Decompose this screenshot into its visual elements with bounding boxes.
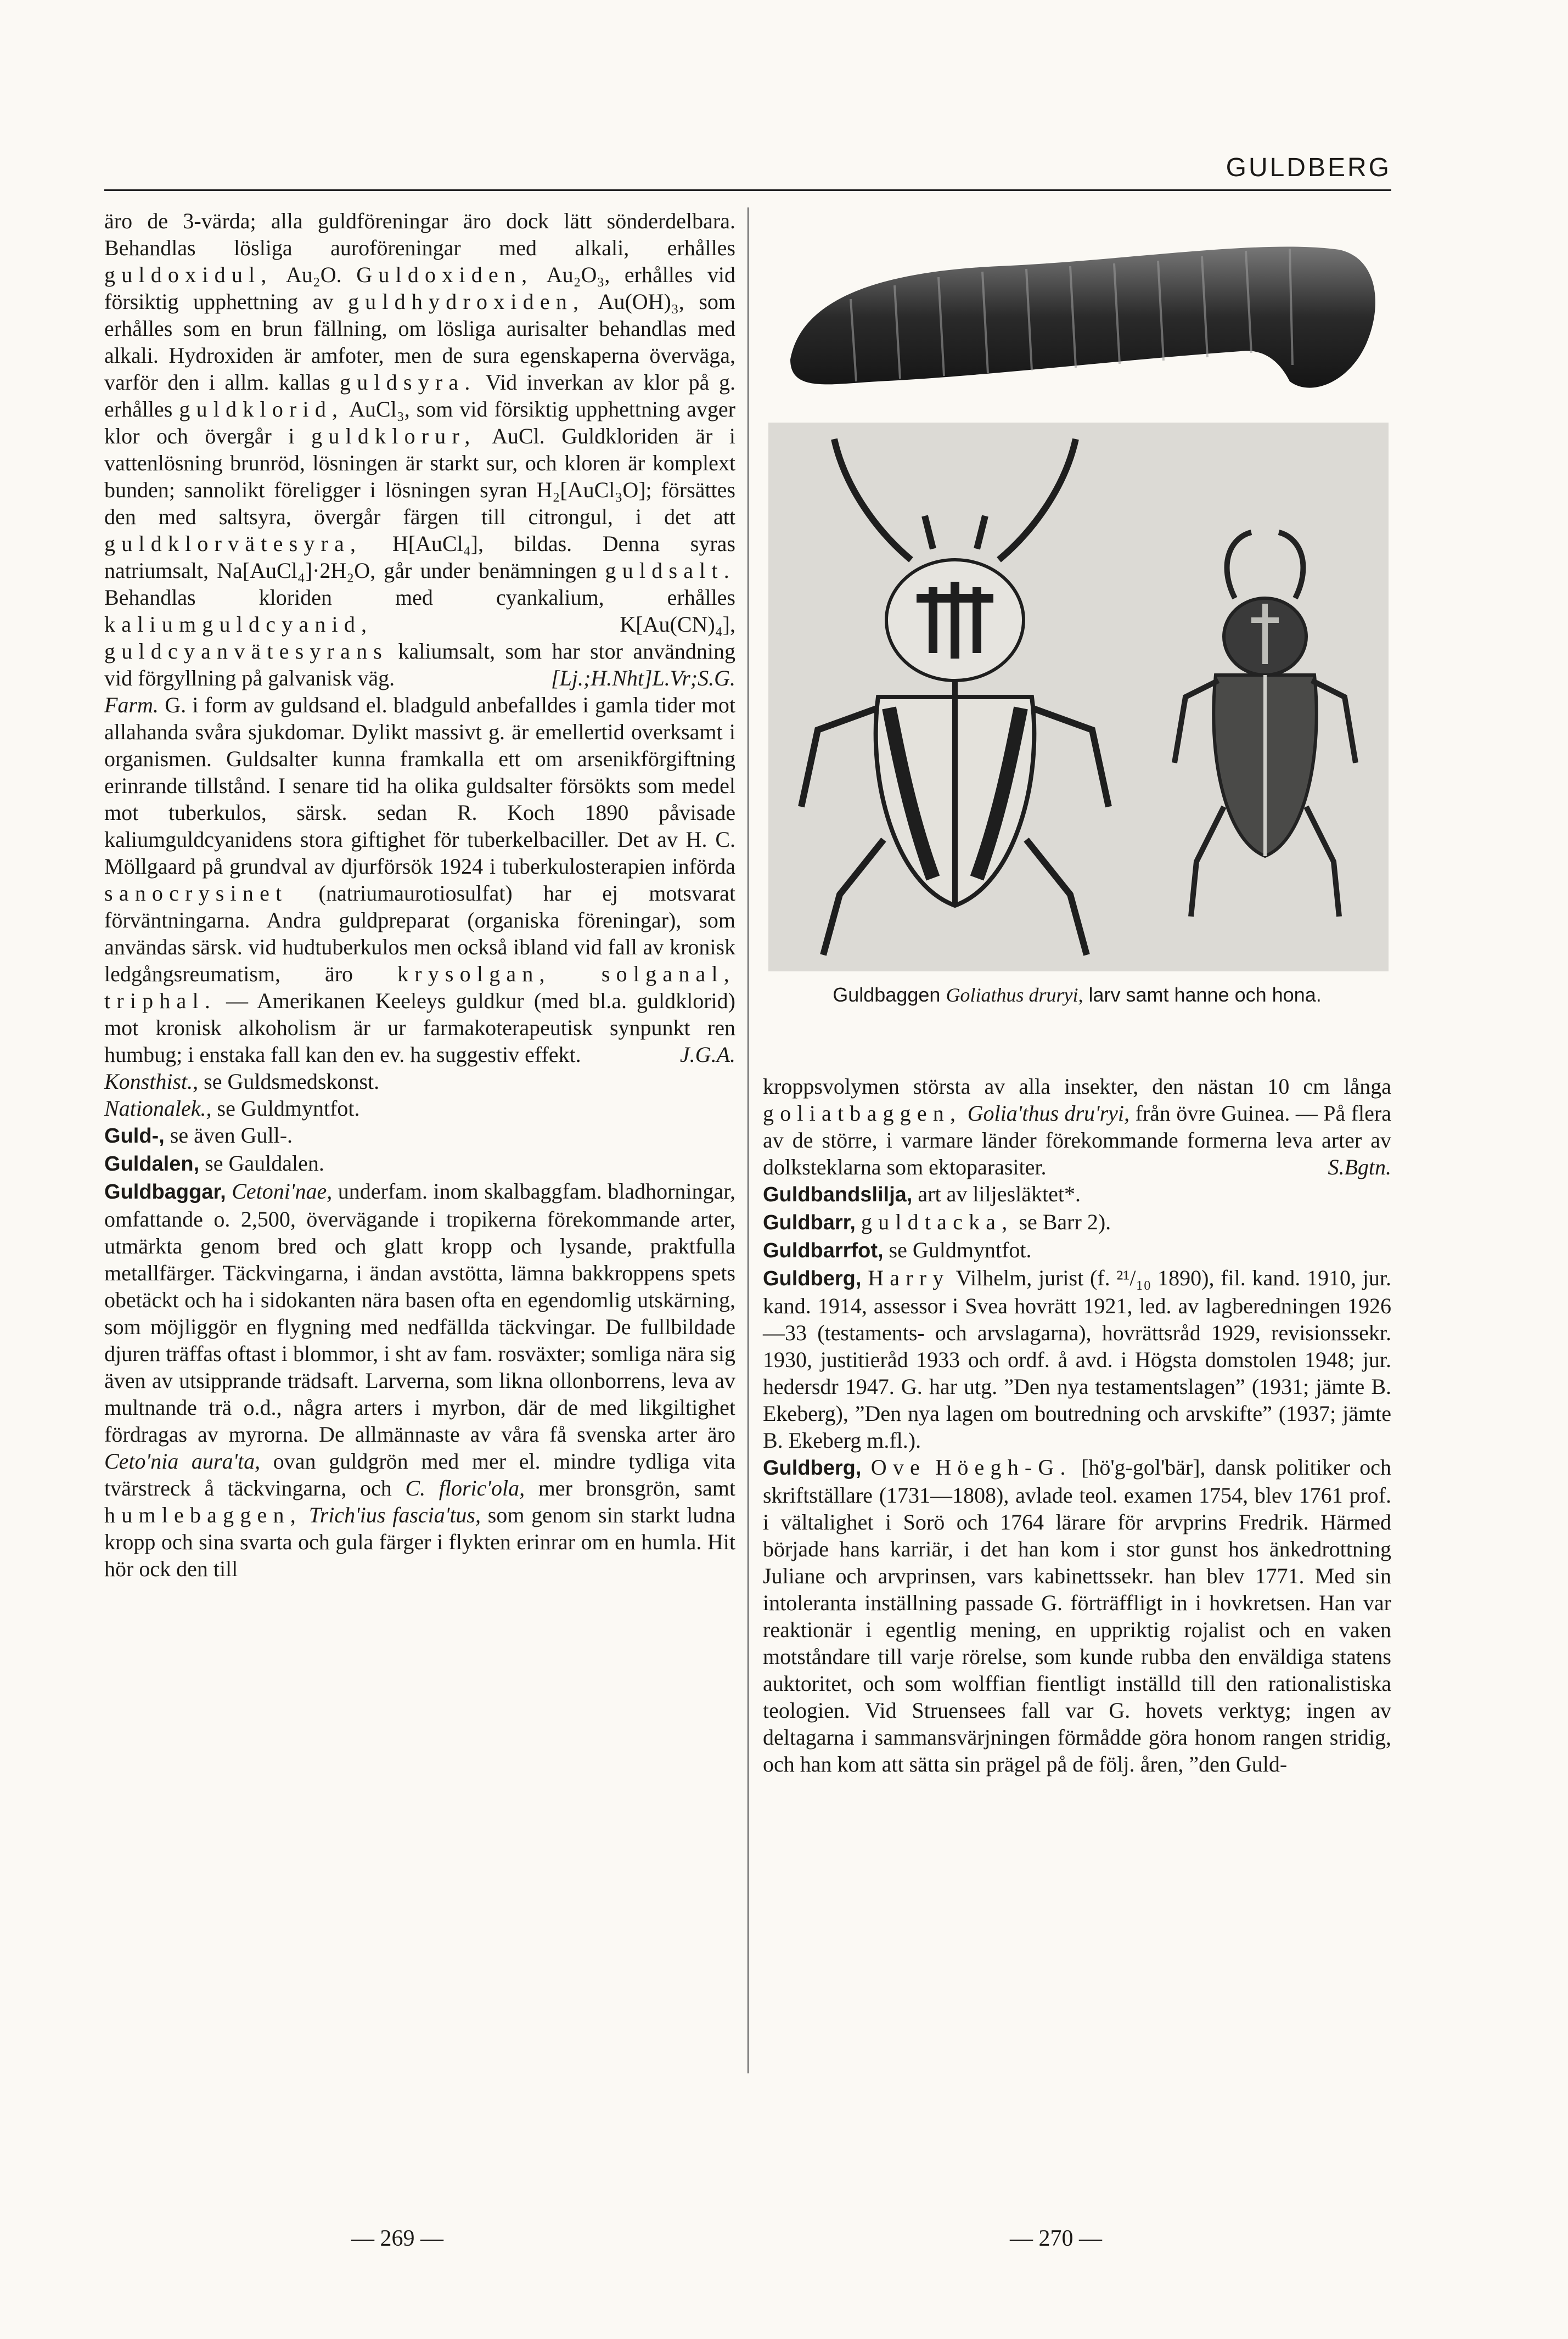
entry-guldbandslilja: Guldbandslilja, art av liljesläktet*. [763,1182,1081,1206]
running-header: GULDBERG [1226,153,1391,182]
author-signature: [Lj.;H.Nht]L.Vr;S.G. [551,666,735,690]
entry-guldbaggar: Guldbaggar, Cetoni'nae, underfam. inom skalbaggfam. bladhorningar, omfattande o. 2,500, övervägande i tropikerna förekommande arter, utmärkta genom bred och glatt kropp och lysande, praktfulla metallfärger. Täckvingarna, i ändan avstötta, lämna bakkroppens spets obetäckt och ha i sidokanten nära basen ofta en egendomlig utskärning, som möjliggör en flygning med nedfällda täckvingar. De fullbildade djuren träffas oftast i blommor, i sht av fam. rosväxter; somliga nära sig även av utsipprande trädsaft. Larverna, som likna ollonborrens, leva av multnande trä o.d., några arters i myrbon, där de med likgiltighet fördragas av myrorna. De allmännaste av våra få svenska arter äro Ceto'nia aura'ta, ovan guldgrön med mer el. mindre tydliga vita tvärstreck å täckvingarna, och C. floric'ola, mer bronsgrön, samt humlebaggen, Trich'ius fascia'tus, som genom sin starkt ludna kropp och sina svarta och gula färger i flykten erinrar om en humla. Hit hör ock den till [104,1179,736,1581]
entry-guldalen: Guldalen, se Gauldalen. [104,1151,324,1176]
figure-caption: Guldbaggen Goliathus druryi, larv samt hanne och hona. [833,983,1322,1006]
entry-guldberg-harry: Guldberg, Harry Vilhelm, jurist (f. ²¹/₁₀ 1890), fil. kand. 1910, jur. kand. 1914, assessor i Svea hovrätt 1921, led. av lagberedningen 1926—33 (testaments- och arvslagarna), hovrättsråd 1929, revisionssekr. 1930, justitieråd 1933 och ordf. å avd. i Högsta domstolen 1948; jur. hedersdr 1947. G. har utg. ”Den nya testamentslagen” (1931; jämte B. Ekeberg), ”Den nya lagen om boutredning och arvskifte” (1937; jämte B. Ekeberg m.fl.). [763,1266,1392,1453]
entry-nationalek: Nationalek., se Guldmyntfot. [104,1096,360,1121]
larva-illustration [768,217,1389,447]
page-number-left: — 269 — [351,2226,443,2251]
author-signature: S.Bgtn. [1328,1155,1391,1179]
paragraph-goliath: kroppsvolymen största av alla insekter, den nästan 10 cm långa goliatbaggen, Golia'thus dru'ryi, från övre Guinea. — På flera av de större, i varmare länder förekommande formerna leva arter av dolksteklarna som ektoparasiter. S.Bgtn. [763,1074,1391,1179]
paragraph-chemistry: äro de 3-värda; alla guldföreningar äro dock lätt sönderdelbara. Behandlas lösliga auroföreningar med alkali, erhålles guldoxidul, Au₂O. Guldoxiden, Au₂O₃, erhålles vid försiktig upphettning av guldhydroxiden, Au(OH)₃, som erhålles som en brun fällning, om lösliga aurisalter behandlas med alkali. Hydroxiden är amfoter, men de sura egenskaperna överväga, varför den i allm. kallas guldsyra. Vid inverkan av klor på g. erhålles guldklorid, AuCl₃, som vid försiktig upphettning avger klor och övergår i guldklorur, AuCl. Guldkloriden är i vattenlösning brunröd, lösningen är starkt sur, och kloren är komplext bunden; sannolikt föreligger i lösningen syran H₂[AuCl₃O]; försättes den med saltsyra, övergår färgen till citrongul, i det att guldklorvätesyra, H[AuCl₄], bildas. Denna syras natriumsalt, Na[AuCl₄]·2H₂O, går under benämningen guldsalt. Behandlas kloriden med cyankalium, erhålles kaliumguldcyanid, K[Au(CN)₄], guldcyanvätesyrans kaliumsalt, som har stor användning vid förgyllning på galvanisk väg. [Lj.;H.Nht]L.Vr;S.G. [104,209,736,690]
entry-guldberg-ove: Guldberg, Ove Höegh-G. [hö'g-gol'bär], dansk politiker och skriftställare (1731—1808), avlade teol. examen 1754, blev 1761 prof. i vältalighet i Sorö och 1764 lärare för arvprins Fredrik. Härmed började hans karriär, i det han kom i stor gunst hos änkedrottning Juliane och arvprinsen, vars kabinettssekr. han blev 1771. Med sin intoleranta inställning passade G. förträffligt in i hovkretsen. Han var reaktionär i egentlig mening, en uppriktig rojalist och en vaken motståndare till varje rörelse, som kunde rubba den enväldiga statens auktoritet, och som wolffian fientligt inställd till den rationalistiska teologien. Vid Struensees fall var G. hovets verktyg; ingen av deltagarna i sammansvärjningen förmådde göra honom rangen stridig, och han kom att sätta sin prägel på de följ. åren, ”den Guld- [763,1455,1391,1776]
column-divider [748,207,749,2073]
entry-konsthist: Konsthist., se Guldsmedskonst. [104,1069,380,1094]
entry-guld: Guld-, se även Gull-. [104,1123,293,1148]
paragraph-pharmacy: Farm. G. i form av guldsand el. bladguld anbefalldes i gamla tider mot allahanda svåra sjukdomar. Dylikt massivt g. är emellertid overksamt i organismen. Guldsalter kunna framkalla ett om arsenikförgiftning erinrande tillstånd. I senare tid ha olika guldsalter försökts som medel mot tuberkulos, särsk. sedan R. Koch 1890 påvisade kaliumguldcyanidens stora giftighet för tuberkelbaciller. Det av H. C. Möllgaard på grundval av djurförsök 1924 i tuberkulosterapien införda sanocrysinet (natriumaurotiosulfat) har ej motsvarat förväntningarna. Andra guldpreparat (organiska föreningar), som användas särsk. vid hudtuberkulos men också ibland vid fall av kronisk ledgångsreumatism, äro krysolgan, solganal, triphal. — Amerikanen Keeleys guldkur (med bl.a. guldklorid) mot kronisk alkoholism är ur farmakoterapeutisk synpunkt ren humbug; i enstaka fall kan den ev. ha suggestiv effekt. J.G.A. [104,693,735,1067]
beetles-photo [768,423,1389,971]
right-column [763,1073,1391,1778]
left-column [104,207,735,1582]
entry-guldbarr: Guldbarr, guldtacka, se Barr 2). [763,1210,1111,1234]
entry-guldbarrfot: Guldbarrfot, se Guldmyntfot. [763,1238,1032,1262]
larva-photo [768,217,1389,447]
author-signature: J.G.A. [679,1042,735,1067]
goliath-beetles-illustration [768,423,1389,971]
page-number-right: — 270 — [1010,2226,1102,2251]
header-rule [104,189,1391,191]
